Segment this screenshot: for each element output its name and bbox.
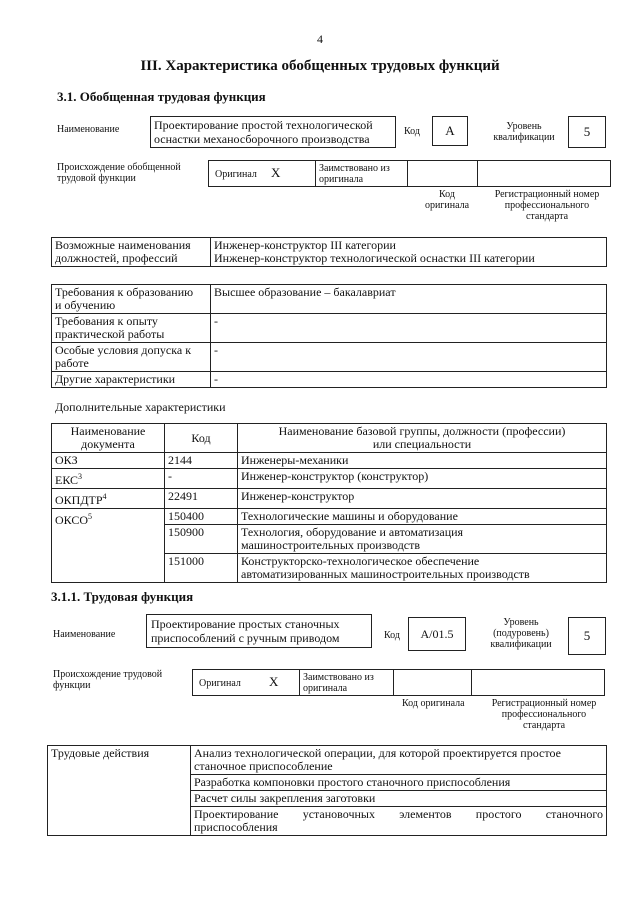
actions-label: Трудовые действия	[48, 746, 191, 836]
action-line-1: Проектирование установочных элементов простого станочного	[194, 807, 603, 821]
requirement-value: -	[211, 372, 607, 388]
requirement-value: -	[211, 343, 607, 372]
header-name-line-1: Наименование базовой группы, должности (профессии)	[278, 424, 566, 438]
requirement-value: Высшее образование – бакалавриат	[211, 285, 607, 314]
positions-value-line-1: Инженер-конструктор III категории	[214, 238, 396, 252]
header-doc	[52, 424, 165, 453]
name-line-1: Конструкторско-технологическое обеспечение	[241, 554, 480, 568]
name-cell	[238, 554, 607, 583]
requirement-label	[52, 314, 211, 343]
labor-original-mark: X	[269, 674, 279, 689]
code-cell: 2144	[165, 453, 238, 469]
name-cell: Инженеры-механики	[238, 453, 607, 469]
positions-label	[52, 238, 211, 267]
borrowed-line-1: Заимствовано из	[319, 163, 390, 174]
req-label-line: работе	[55, 356, 89, 370]
labor-func-reg-number	[480, 698, 608, 731]
gen-func-level-label	[484, 121, 564, 143]
labor-func-level-value: 5	[568, 617, 606, 655]
origin-label-line-1: Происхождение обобщенной	[57, 162, 181, 173]
code-cell: -	[165, 469, 238, 489]
header-code: Код	[165, 424, 238, 453]
doc-cell	[52, 453, 165, 469]
requirements-table	[51, 284, 607, 388]
name-line-2: машиностроительных производств	[241, 538, 421, 552]
requirement-row	[52, 314, 607, 343]
reg-number-line-2: профессионального	[504, 200, 590, 211]
table-row	[52, 489, 607, 509]
name-cell: Инженер-конструктор (конструктор)	[238, 469, 607, 489]
footnote-mark: 4	[102, 492, 107, 501]
gen-func-heading: 3.1. Обобщенная трудовая функция	[57, 89, 266, 104]
positions-value	[211, 238, 607, 267]
labor-reg-line-2: профессионального	[501, 709, 587, 720]
labor-func-code-value: А/01.5	[408, 617, 466, 651]
table-row	[52, 509, 607, 525]
labor-func-level-label	[482, 617, 560, 650]
labor-level-line-2: (подуровень)	[493, 628, 549, 639]
labor-name-line-2: приспособлений с ручным приводом	[151, 631, 340, 645]
labor-original-label: Оригинал	[199, 678, 241, 689]
requirement-label: Другие характеристики	[52, 372, 211, 388]
labor-origin-line-2: функции	[53, 680, 91, 691]
level-label-line-2: квалификации	[493, 132, 555, 143]
name-line-1: Технология, оборудование и автоматизация	[241, 525, 464, 539]
gen-func-code-value: А	[432, 116, 468, 146]
positions-table	[51, 237, 607, 267]
additional-caption: Дополнительные характеристики	[55, 400, 226, 414]
footnote-mark: 5	[88, 512, 93, 521]
code-cell: 150900	[165, 525, 238, 554]
labor-origin-divider-3	[471, 670, 472, 695]
actions-table	[47, 745, 607, 836]
labor-borrowed-label	[303, 672, 374, 694]
header-name	[238, 424, 607, 453]
gen-func-name-box	[150, 116, 396, 148]
doc-cell	[52, 489, 165, 509]
header-doc-line-2: документа	[81, 437, 135, 451]
labor-func-code-label: Код	[384, 630, 400, 641]
doc-name: ОКСО	[55, 513, 89, 527]
code-original-line-1: Код	[439, 189, 455, 200]
additional-header-row	[52, 424, 607, 453]
name-cell: Технологические машины и оборудование	[238, 509, 607, 525]
req-label-line: и обучению	[55, 298, 116, 312]
labor-func-origin-label	[53, 669, 162, 691]
labor-func-name-box	[146, 614, 372, 648]
code-cell: 150400	[165, 509, 238, 525]
positions-label-line-2: должностей, профессий	[55, 251, 178, 265]
labor-func-name-label: Наименование	[53, 629, 116, 640]
borrowed-line-2: оригинала	[319, 174, 364, 185]
req-label-line: Требования к опыту	[55, 314, 158, 328]
labor-level-line-3: квалификации	[490, 639, 552, 650]
labor-reg-line-1: Регистрационный номер	[491, 698, 597, 709]
labor-name-line-1: Проектирование простых станочных	[151, 617, 340, 631]
positions-value-line-2: Инженер-конструктор технологической оснастки III категории	[214, 251, 535, 265]
doc-cell	[52, 469, 165, 489]
code-cell: 151000	[165, 554, 238, 583]
action-row	[48, 746, 607, 775]
origin-divider-2	[407, 161, 408, 186]
labor-func-code-original: Код оригинала	[402, 698, 465, 709]
action-line-2: станочное приспособление	[194, 759, 333, 773]
doc-name: ЕКС	[55, 473, 79, 487]
action-item: Расчет силы закрепления заготовки	[191, 791, 607, 807]
footnote-mark: 3	[78, 472, 83, 481]
positions-label-line-1: Возможные наименования	[55, 238, 191, 252]
labor-borrowed-line-1: Заимствовано из	[303, 672, 374, 683]
table-row	[52, 453, 607, 469]
requirement-value: -	[211, 314, 607, 343]
gen-func-code-label: Код	[404, 126, 420, 137]
action-item	[191, 807, 607, 836]
origin-label-line-2: трудовой функции	[57, 173, 136, 184]
labor-origin-divider-1	[299, 670, 300, 695]
origin-divider-1	[315, 161, 316, 186]
req-label-line: Требования к образованию	[55, 285, 194, 299]
header-name-line-2: или специальности	[372, 437, 472, 451]
doc-name: ОКЗ	[55, 453, 78, 467]
original-label: Оригинал	[215, 169, 257, 180]
header-doc-line-1: Наименование	[70, 424, 146, 438]
borrowed-label	[319, 163, 390, 185]
labor-func-heading: 3.1.1. Трудовая функция	[51, 589, 194, 604]
doc-cell	[52, 509, 165, 583]
requirement-row	[52, 343, 607, 372]
req-label-line: Особые условия допуска к	[55, 343, 192, 357]
section-title: III. Характеристика обобщенных трудовых функций	[140, 58, 500, 74]
gen-func-level-value: 5	[568, 116, 606, 148]
labor-func-origin-row	[192, 669, 605, 696]
code-original-line-2: оригинала	[424, 200, 470, 211]
origin-divider-3	[477, 161, 478, 186]
name-cell	[238, 525, 607, 554]
action-item: Разработка компоновки простого станочного приспособления	[191, 775, 607, 791]
gen-func-origin-row	[208, 160, 611, 187]
action-line-2: приспособления	[194, 820, 278, 834]
code-cell: 22491	[165, 489, 238, 509]
gen-func-reg-number	[484, 189, 610, 222]
additional-table	[51, 423, 607, 583]
level-label-line-1: Уровень	[506, 121, 542, 132]
labor-origin-line-1: Происхождение трудовой	[53, 669, 163, 680]
requirement-label	[52, 285, 211, 314]
requirement-row	[52, 372, 607, 388]
name-cell: Инженер-конструктор	[238, 489, 607, 509]
labor-reg-line-3: стандарта	[522, 720, 566, 731]
labor-level-line-1: Уровень	[503, 617, 539, 628]
name-line-2: автоматизированных машиностроительных производств	[241, 567, 530, 581]
gen-func-code-original	[414, 189, 480, 211]
gen-func-name-line-1: Проектирование простой технологической	[154, 118, 373, 132]
gen-func-name-line-2: оснастки механосборочного производства	[154, 132, 370, 146]
action-item	[191, 746, 607, 775]
requirement-label	[52, 343, 211, 372]
labor-borrowed-line-2: оригинала	[303, 683, 348, 694]
requirement-row	[52, 285, 607, 314]
original-mark: X	[271, 165, 281, 180]
page-number: 4	[317, 32, 323, 46]
action-line-1: Анализ технологической операции, для которой проектируется простое	[194, 746, 561, 760]
table-row	[52, 469, 607, 489]
labor-origin-divider-2	[393, 670, 394, 695]
gen-func-origin-label	[57, 162, 181, 184]
reg-number-line-1: Регистрационный номер	[494, 189, 600, 200]
req-label-line: практической работы	[55, 327, 165, 341]
reg-number-line-3: стандарта	[525, 211, 569, 222]
gen-func-name-label: Наименование	[57, 124, 120, 135]
doc-name: ОКПДТР	[55, 493, 103, 507]
